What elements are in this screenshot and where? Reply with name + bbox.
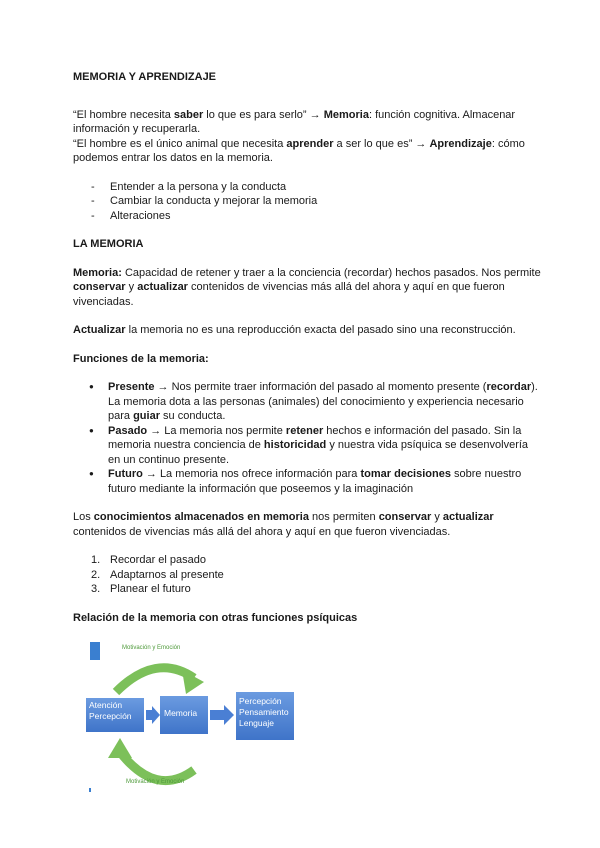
list-item: - Alteraciones (91, 209, 543, 224)
memoria-definition (73, 266, 543, 310)
funciones-list (73, 380, 543, 496)
bold-text: Pasado (108, 424, 148, 437)
list-item-futuro (89, 467, 543, 496)
numbered-list (73, 553, 543, 597)
bold-text: guiar (133, 410, 160, 422)
bold-text: recordar (486, 381, 532, 393)
actualizar-paragraph (73, 323, 543, 338)
text: → La memoria nos permite (147, 424, 286, 437)
bold-text: tomar decisiones (360, 468, 451, 480)
bold-text: Memoria (323, 108, 369, 121)
list-item-pasado (89, 424, 543, 468)
list-item (91, 553, 543, 568)
bold-text: conservar (73, 281, 126, 293)
bold-text: Futuro (108, 468, 143, 480)
text: contenidos de vivencias más allá del ahora y aquí en que fueron vivenciadas. (73, 281, 505, 308)
text: y (431, 511, 443, 523)
dash-list (73, 180, 543, 224)
list-item (91, 568, 543, 583)
text: → La memoria nos ofrece información para (142, 468, 361, 480)
intro-line-2 (73, 137, 543, 166)
text: su conducta. (159, 410, 226, 422)
text: ). La memoria dota a las personas (animales) del conocimiento y experiencia necesario para (108, 381, 538, 422)
box-text: Memoria (164, 708, 198, 718)
bold-text: actualizar (442, 511, 494, 523)
bold-text: historicidad (263, 439, 327, 451)
text: → Nos permite traer información del pasado al momento presente ( (154, 381, 487, 393)
section-title-memoria: LA MEMORIA (73, 238, 144, 250)
text: : cómo podemos entrar los datos en la memoria. (73, 137, 525, 164)
bold-text: Presente (108, 381, 155, 393)
bold-text: saber (173, 108, 204, 121)
text: lo que es para serlo” → (203, 108, 324, 121)
arrow-2-icon (210, 705, 234, 725)
intro-line-1 (73, 108, 543, 137)
funciones-title: Funciones de la memoria: (73, 352, 209, 365)
text: Capacidad de retener y traer a la conciencia (recordar) hechos pasados. Nos permite (121, 266, 541, 279)
text: Planear el futuro (110, 583, 191, 595)
box-text: Percepción (89, 711, 132, 721)
list-number: 2. (91, 568, 101, 581)
bottom-label: Motivación y Emoción (126, 779, 185, 785)
text: contenidos de vivencias más allá del ahora y aquí en que fueron vivenciadas. (73, 525, 451, 538)
text: : función cognitiva. Almacenar información y recuperarla. (73, 108, 516, 135)
list-item: - Cambiar la conducta y mejorar la memoria (91, 194, 543, 209)
box-memoria (160, 696, 208, 734)
text: y (125, 281, 138, 293)
text: hechos e información del pasado. Sin la memoria nuestra conciencia de (108, 424, 522, 451)
list-item (91, 582, 543, 597)
list-item: - Entender a la persona y la conducta (91, 180, 543, 195)
box-text: Percepción (239, 696, 282, 706)
bold-text: Memoria: (73, 266, 122, 279)
text: Recordar el pasado (110, 554, 207, 566)
bottom-arrow-head (108, 738, 132, 758)
text: a ser lo que es” → (333, 137, 430, 150)
list-number: 1. (91, 554, 101, 566)
bold-text: aprender (286, 137, 334, 150)
bold-text: actualizar (137, 281, 188, 293)
document-page (73, 70, 543, 625)
small-marker (89, 788, 91, 792)
bold-text: Aprendizaje (429, 137, 492, 150)
blue-marker (90, 642, 100, 660)
bottom-cycle-arrow (120, 752, 194, 781)
memory-relations-diagram (86, 640, 306, 795)
box-text: Pensamiento (239, 707, 289, 717)
text: Los (73, 511, 94, 523)
conocimientos-paragraph (73, 510, 543, 539)
box-percepcion (236, 692, 294, 740)
bold-text: conocimientos almacenados en memoria (93, 511, 309, 523)
box-text: Lenguaje (239, 718, 274, 728)
arrow-1-icon (146, 706, 160, 724)
box-text: Atención (89, 700, 123, 710)
document-title: MEMORIA Y APRENDIZAJE (73, 71, 217, 83)
list-item-presente (89, 380, 543, 424)
box-atencion (86, 698, 144, 732)
text: y nuestra vida psíquica se desenvolvería en un continuo presente. (108, 439, 529, 466)
list-number: 3. (91, 583, 101, 595)
top-label: Motivación y Emoción (122, 645, 181, 651)
bold-text: Actualizar (73, 324, 126, 336)
text: la memoria no es una reproducción exacta del pasado sino una reconstrucción. (125, 324, 516, 336)
relacion-title: Relación de la memoria con otras funciones psíquicas (73, 611, 358, 624)
text: “El hombre necesita (73, 108, 174, 121)
text: “El hombre es el único animal que necesita (73, 137, 287, 150)
text: nos permiten (308, 511, 379, 523)
text: Adaptarnos al presente (110, 568, 224, 581)
bold-text: retener (285, 424, 324, 437)
text: sobre nuestro futuro mediante la información que poseemos y la imaginación (108, 468, 522, 495)
bold-text: conservar (378, 511, 432, 523)
